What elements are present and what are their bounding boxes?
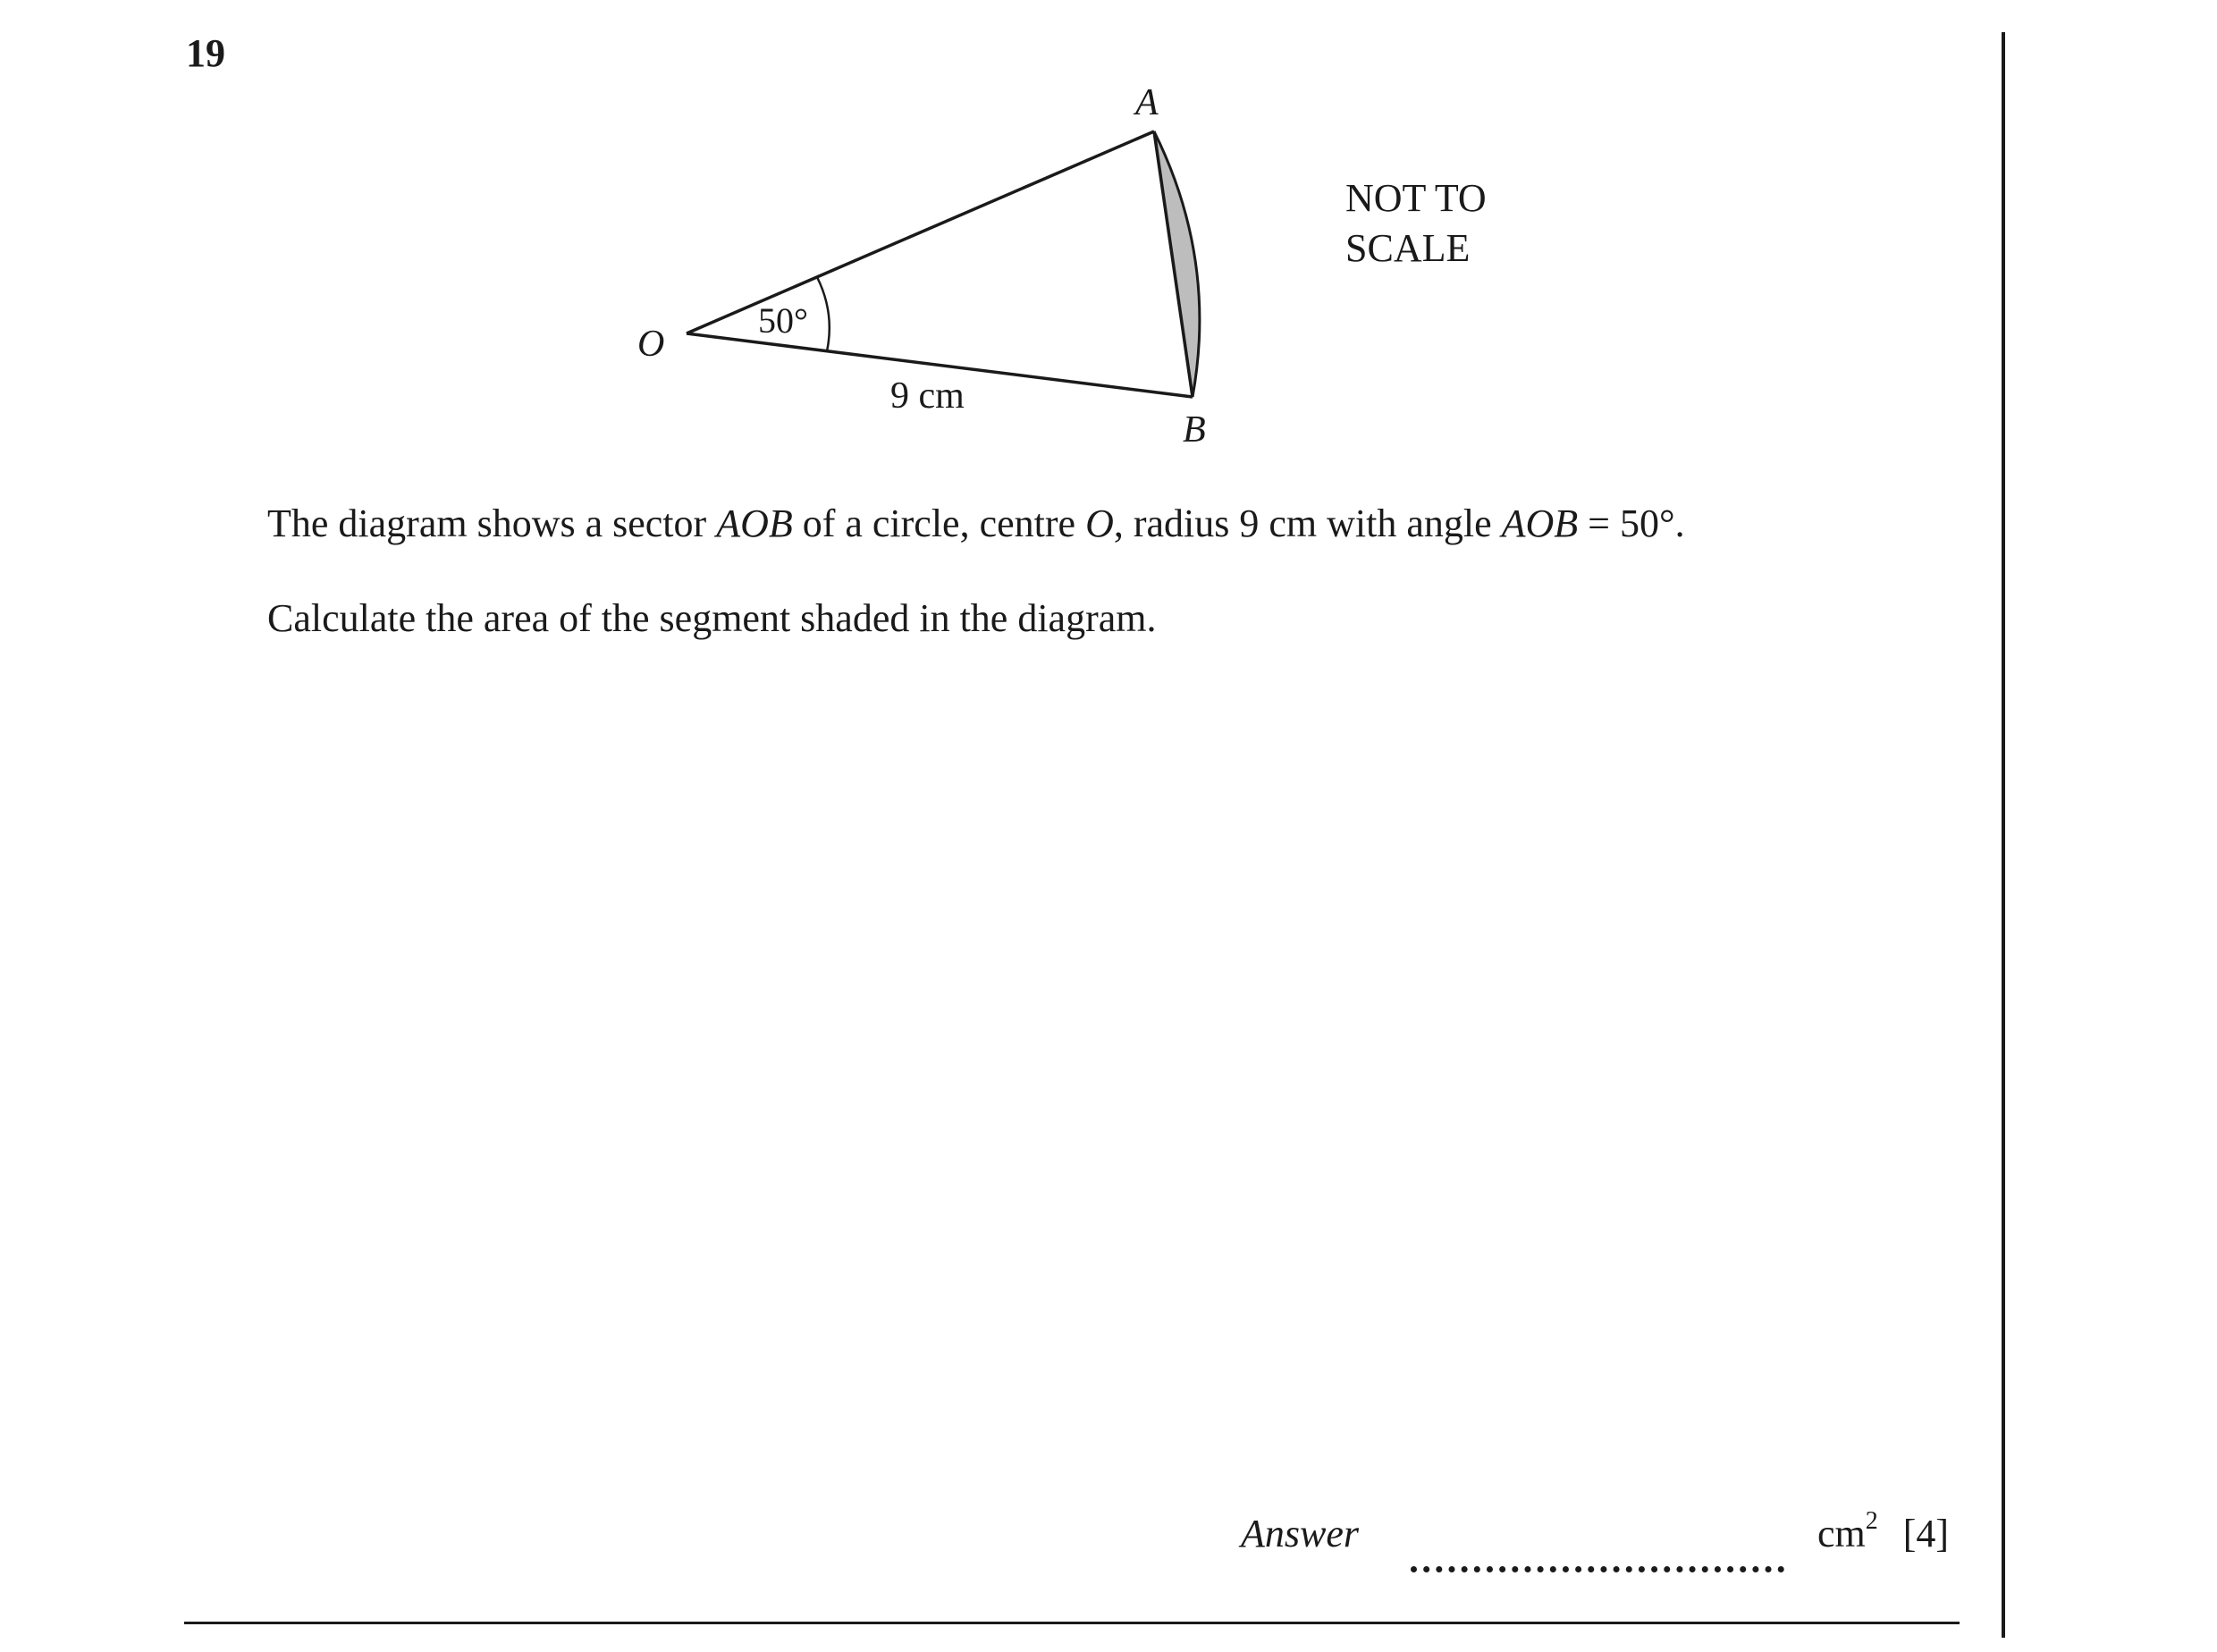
bottom-divider xyxy=(184,1622,1960,1624)
sector-diagram xyxy=(0,0,2217,501)
answer-label: Answer xyxy=(1241,1512,1359,1555)
unit-power: 2 xyxy=(1865,1507,1878,1535)
desc-aob-2: AOB xyxy=(1501,502,1579,545)
desc-text-3: , radius 9 cm with angle xyxy=(1113,502,1502,545)
desc-text-4: = 50°. xyxy=(1578,502,1685,545)
desc-aob-1: AOB xyxy=(716,502,793,545)
marks-label: [4] xyxy=(1902,1512,1950,1555)
label-o: O xyxy=(637,324,665,365)
desc-text-2: of a circle, centre xyxy=(792,502,1086,545)
question-instruction: Calculate the area of the segment shaded in the diagram. xyxy=(267,596,1157,640)
label-b: B xyxy=(1183,409,1206,451)
angle-label: 50° xyxy=(758,300,808,341)
answer-units xyxy=(1817,1507,1950,1556)
desc-text-1: The diagram shows a sector xyxy=(267,502,717,545)
margin-rule xyxy=(2002,32,2005,1638)
question-description xyxy=(267,501,1685,546)
note-line-1: NOT TO xyxy=(1345,176,1487,220)
note-line-2: SCALE xyxy=(1345,226,1471,270)
unit-text: cm xyxy=(1817,1512,1866,1555)
answer-input[interactable] xyxy=(1411,1539,1784,1572)
angle-arc xyxy=(817,277,830,351)
question-number: 19 xyxy=(186,31,225,75)
radius-oa xyxy=(687,131,1154,333)
not-to-scale-note xyxy=(1345,173,1487,274)
desc-centre-o: O xyxy=(1085,502,1114,545)
label-a: A xyxy=(1135,82,1159,123)
radius-label: 9 cm xyxy=(890,375,965,417)
